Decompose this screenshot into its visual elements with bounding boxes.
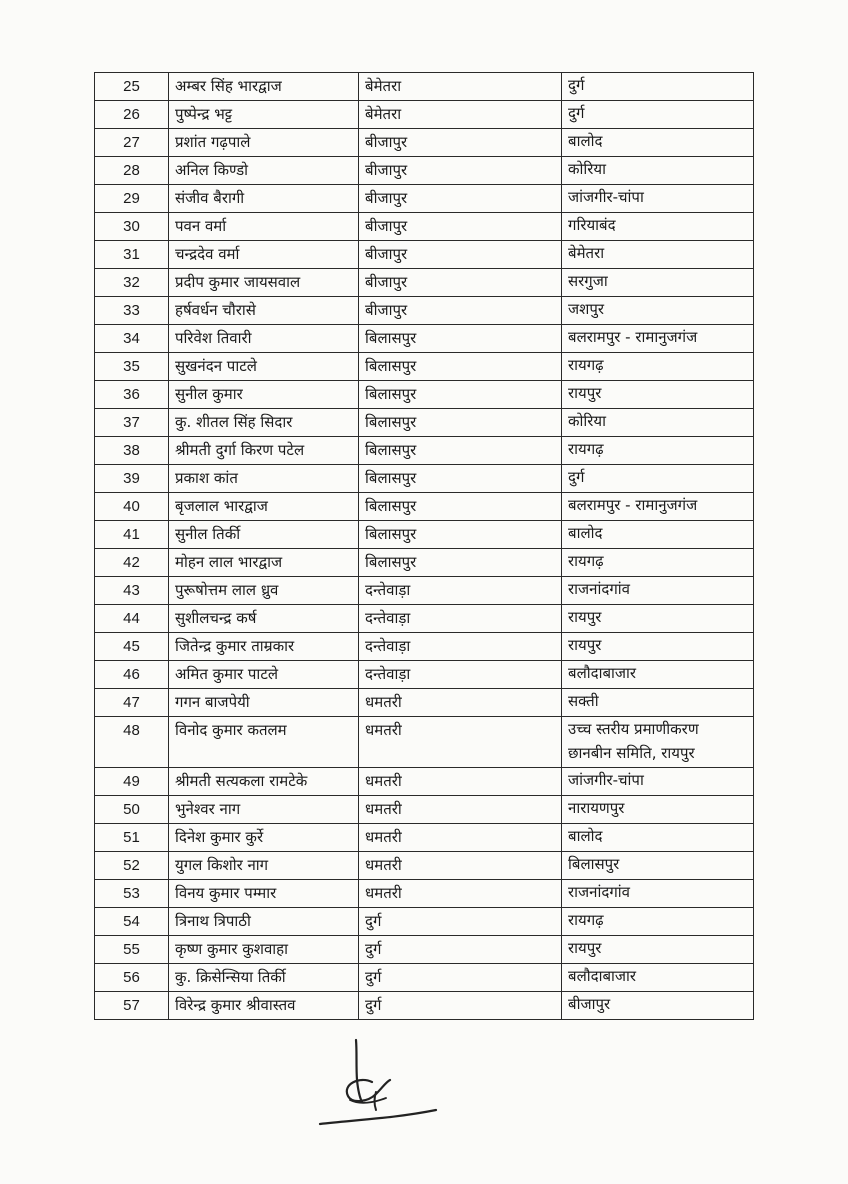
current-posting: बिलासपुर [359,437,562,465]
new-posting [562,493,754,521]
new-posting [562,129,754,157]
new-posting-line: बलरामपुर - रामानुजगंज [568,496,698,514]
current-posting: दन्तेवाड़ा [359,605,562,633]
officer-name: सुनील तिर्की [169,521,359,549]
current-posting: धमतरी [359,824,562,852]
officer-name: विनोद कुमार कतलम [169,717,359,768]
current-posting: बिलासपुर [359,325,562,353]
serial-number: 26 [95,101,169,129]
table-row [95,689,754,717]
new-posting-line: रायगढ़ [568,911,604,929]
table-row [95,605,754,633]
serial-number: 34 [95,325,169,353]
serial-number: 48 [95,717,169,768]
new-posting [562,185,754,213]
new-posting-line: बालोद [568,524,603,542]
serial-number: 28 [95,157,169,185]
new-posting [562,73,754,101]
officer-name: अमित कुमार पाटले [169,661,359,689]
new-posting [562,521,754,549]
serial-number: 55 [95,936,169,964]
officer-name: कु. क्रिसेन्सिया तिर्की [169,964,359,992]
current-posting: बिलासपुर [359,549,562,577]
table-row [95,992,754,1020]
new-posting-line: रायपुर [568,608,602,626]
new-posting [562,381,754,409]
current-posting: बीजापुर [359,213,562,241]
table-row [95,796,754,824]
serial-number: 40 [95,493,169,521]
serial-number: 52 [95,852,169,880]
new-posting-line: जशपुर [568,300,604,318]
table-row [95,101,754,129]
current-posting: बीजापुर [359,241,562,269]
new-posting [562,213,754,241]
serial-number: 54 [95,908,169,936]
new-posting [562,241,754,269]
new-posting-line: बलौदाबाजार [568,967,637,985]
serial-number: 47 [95,689,169,717]
officer-name: दिनेश कुमार कुर्रे [169,824,359,852]
new-posting [562,353,754,381]
current-posting: दन्तेवाड़ा [359,633,562,661]
officer-name: श्रीमती दुर्गा किरण पटेल [169,437,359,465]
new-posting [562,437,754,465]
new-posting-line: बालोद [568,132,603,150]
new-posting-line: बलौदाबाजार [568,664,637,682]
table-row [95,768,754,796]
officer-name: पुष्पेन्द्र भट्ट [169,101,359,129]
new-posting-line: रायगढ़ [568,552,604,570]
officer-name: हर्षवर्धन चौरासे [169,297,359,325]
current-posting: दन्तेवाड़ा [359,661,562,689]
new-posting [562,549,754,577]
current-posting: धमतरी [359,717,562,768]
serial-number: 51 [95,824,169,852]
new-posting-line: गरियाबंद [568,216,616,234]
officer-name: प्रदीप कुमार जायसवाल [169,269,359,297]
officer-name: अनिल किण्डो [169,157,359,185]
new-posting-line: रायपुर [568,939,602,957]
new-posting [562,269,754,297]
new-posting [562,689,754,717]
table-row [95,577,754,605]
transfer-list-table [94,72,754,1020]
current-posting: बिलासपुर [359,381,562,409]
serial-number: 43 [95,577,169,605]
current-posting: बिलासपुर [359,493,562,521]
table-row [95,465,754,493]
officer-name: परिवेश तिवारी [169,325,359,353]
current-posting: धमतरी [359,852,562,880]
table-row [95,549,754,577]
new-posting-line: रायपुर [568,636,602,654]
officer-name: त्रिनाथ त्रिपाठी [169,908,359,936]
table-row [95,964,754,992]
new-posting [562,605,754,633]
serial-number: 30 [95,213,169,241]
current-posting: बीजापुर [359,269,562,297]
new-posting-line: दुर्ग [568,104,585,122]
current-posting: बिलासपुर [359,521,562,549]
officer-name: गगन बाजपेयी [169,689,359,717]
officer-name: विनय कुमार पम्मार [169,880,359,908]
serial-number: 32 [95,269,169,297]
current-posting: धमतरी [359,880,562,908]
serial-number: 38 [95,437,169,465]
officer-name: श्रीमती सत्यकला रामटेके [169,768,359,796]
serial-number: 42 [95,549,169,577]
officer-name: भुनेश्वर नाग [169,796,359,824]
table-row [95,521,754,549]
new-posting-line: रायगढ़ [568,356,604,374]
current-posting: धमतरी [359,689,562,717]
new-posting-line: बेमेतरा [568,244,605,262]
table-row [95,409,754,437]
serial-number: 35 [95,353,169,381]
new-posting [562,409,754,437]
current-posting: बेमेतरा [359,73,562,101]
table-row [95,269,754,297]
current-posting: बिलासपुर [359,353,562,381]
current-posting: दुर्ग [359,992,562,1020]
table-row [95,241,754,269]
new-posting [562,936,754,964]
table-row [95,297,754,325]
new-posting-line: रायगढ़ [568,440,604,458]
table-row [95,493,754,521]
new-posting-line: बालोद [568,827,603,845]
table-row [95,880,754,908]
new-posting-line: बिलासपुर [568,855,620,873]
new-posting [562,824,754,852]
officer-name: प्रकाश कांत [169,465,359,493]
new-posting-line: जांजगीर-चांपा [568,771,644,789]
table-row [95,936,754,964]
officer-name: अम्बर सिंह भारद्वाज [169,73,359,101]
new-posting [562,101,754,129]
table-row [95,353,754,381]
current-posting: धमतरी [359,768,562,796]
new-posting-line: नारायणपुर [568,799,625,817]
officer-name: विरेन्द्र कुमार श्रीवास्तव [169,992,359,1020]
serial-number: 53 [95,880,169,908]
officer-name: जितेन्द्र कुमार ताम्रकार [169,633,359,661]
officer-name: चन्द्रदेव वर्मा [169,241,359,269]
signature [316,1038,442,1130]
current-posting: दन्तेवाड़ा [359,577,562,605]
current-posting: बेमेतरा [359,101,562,129]
serial-number: 37 [95,409,169,437]
table-row [95,908,754,936]
serial-number: 27 [95,129,169,157]
new-posting [562,796,754,824]
new-posting-line: बलरामपुर - रामानुजगंज [568,328,698,346]
serial-number: 39 [95,465,169,493]
current-posting: बीजापुर [359,185,562,213]
officer-name: युगल किशोर नाग [169,852,359,880]
table-row [95,381,754,409]
new-posting [562,964,754,992]
new-posting [562,908,754,936]
serial-number: 44 [95,605,169,633]
officer-name: सुशीलचन्द्र कर्ष [169,605,359,633]
serial-number: 36 [95,381,169,409]
new-posting [562,661,754,689]
new-posting [562,157,754,185]
new-posting-line: सक्ती [568,692,599,710]
new-posting-line: राजनांदगांव [568,580,630,598]
new-posting [562,880,754,908]
new-posting [562,992,754,1020]
table-row [95,129,754,157]
table-row [95,824,754,852]
officer-name: कृष्ण कुमार कुशवाहा [169,936,359,964]
table-row [95,325,754,353]
officer-name: सुखनंदन पाटले [169,353,359,381]
officer-name: पवन वर्मा [169,213,359,241]
serial-number: 31 [95,241,169,269]
new-posting [562,297,754,325]
table-row [95,157,754,185]
serial-number: 45 [95,633,169,661]
current-posting: बीजापुर [359,157,562,185]
table-row [95,437,754,465]
serial-number: 33 [95,297,169,325]
new-posting-line: कोरिया [568,160,607,178]
current-posting: धमतरी [359,796,562,824]
current-posting: दुर्ग [359,936,562,964]
new-posting-line: दुर्ग [568,76,585,94]
table-row [95,852,754,880]
serial-number: 50 [95,796,169,824]
new-posting-line: उच्च स्तरीय प्रमाणीकरण [568,720,699,738]
new-posting [562,577,754,605]
serial-number: 49 [95,768,169,796]
serial-number: 29 [95,185,169,213]
new-posting-line: रायपुर [568,384,602,402]
new-posting [562,717,754,768]
officer-name: कु. शीतल सिंह सिदार [169,409,359,437]
officer-name: प्रशांत गढ़पाले [169,129,359,157]
new-posting [562,465,754,493]
current-posting: बिलासपुर [359,409,562,437]
current-posting: दुर्ग [359,908,562,936]
table-row [95,213,754,241]
new-posting-line: राजनांदगांव [568,883,630,901]
officer-name: बृजलाल भारद्वाज [169,493,359,521]
new-posting-line: सरगुजा [568,272,608,290]
new-posting-line: बीजापुर [568,995,611,1013]
new-posting-line: छानबीन समिति, रायपुर [568,744,695,762]
current-posting: दुर्ग [359,964,562,992]
new-posting-line: जांजगीर-चांपा [568,188,644,206]
current-posting: बीजापुर [359,297,562,325]
serial-number: 57 [95,992,169,1020]
new-posting [562,633,754,661]
new-posting-line: दुर्ग [568,468,585,486]
new-posting [562,325,754,353]
new-posting-line: कोरिया [568,412,607,430]
officer-name: सुनील कुमार [169,381,359,409]
new-posting [562,768,754,796]
table-body [95,73,754,1020]
serial-number: 41 [95,521,169,549]
serial-number: 25 [95,73,169,101]
officer-name: मोहन लाल भारद्वाज [169,549,359,577]
table-row [95,185,754,213]
new-posting [562,852,754,880]
officer-name: संजीव बैरागी [169,185,359,213]
table-row [95,717,754,768]
current-posting: बीजापुर [359,129,562,157]
table-row [95,633,754,661]
current-posting: बिलासपुर [359,465,562,493]
table-row [95,73,754,101]
serial-number: 56 [95,964,169,992]
serial-number: 46 [95,661,169,689]
table-row [95,661,754,689]
officer-name: पुरूषोत्तम लाल ध्रुव [169,577,359,605]
